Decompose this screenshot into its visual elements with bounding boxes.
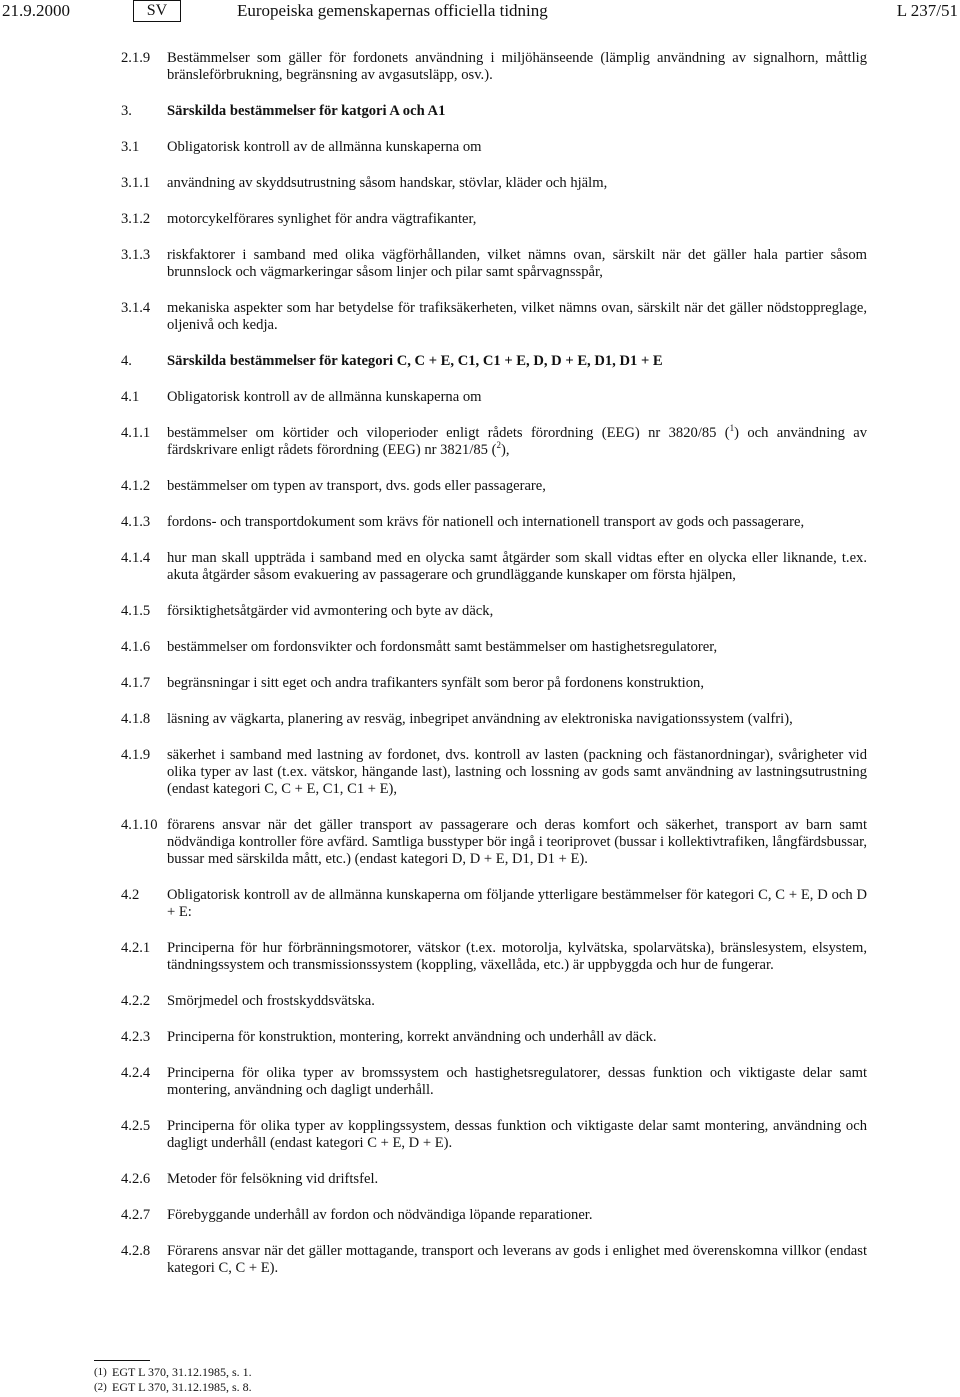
list-item: [121, 175, 867, 192]
document-body: [121, 50, 867, 1296]
item-number: 4.2.5: [121, 1118, 151, 1134]
footnote-ref: 1: [729, 423, 735, 434]
item-text: Smörjmedel och frostskyddsvätska.: [167, 993, 375, 1009]
item-text-part: ) och användning av färdskrivare enligt rådets förordning (EEG) nr 3821/85 (: [167, 425, 867, 458]
footnote-text: EGT L 370, 31.12.1985, s. 8.: [112, 1380, 252, 1394]
item-number: 4.1.10: [121, 817, 158, 833]
item-text: Principerna för hur förbränningsmotorer, vätskor (t.ex. motorolja, kylvätska, spolarvätska), bränslesystem, elsystem, tändningssystem och transmissionssystem (koppling, växellåda, etc.) är uppbyggda och hur de fungerar.: [167, 940, 867, 973]
item-text: Principerna för olika typer av kopplingssystem, dessas funktion och viktigaste delar samt montering, användning och dagligt underhåll (endast kategori C + E, D + E).: [167, 1118, 867, 1151]
item-text: säkerhet i samband med lastning av fordonet, dvs. kontroll av lasten (packning och fästanordningar), svårigheter vid olika typer av last (t.ex. vätskor, hängande last), lastning och lossning av gods samt användning av lastningsutrustning (endast kategori C, C + E, C1, C1 + E),: [167, 747, 867, 797]
footnote-text: EGT L 370, 31.12.1985, s. 1.: [112, 1365, 252, 1379]
list-item: [121, 675, 867, 692]
publication-date: 21.9.2000: [2, 1, 70, 20]
item-number: 4.2.4: [121, 1065, 151, 1081]
item-text: Särskilda bestämmelser för katgori A och A1: [167, 103, 446, 119]
item-number: 2.1.9: [121, 50, 151, 66]
item-number: 3.1.1: [121, 175, 151, 191]
footnote-mark: (2): [94, 1381, 107, 1393]
item-text: läsning av vägkarta, planering av resväg, inbegripet användning av elektroniska navigationssystem (valfri),: [167, 711, 793, 727]
item-text: Metoder för felsökning vid driftsfel.: [167, 1171, 379, 1187]
item-text: bestämmelser om fordonsvikter och fordonsmått samt bestämmelser om hastighetsregulatorer,: [167, 639, 718, 655]
list-item: [121, 1171, 867, 1188]
item-text: Obligatorisk kontroll av de allmänna kunskaperna om följande ytterligare bestämmelser för kategori C, C + E, D och D + E:: [167, 887, 867, 920]
item-text: bestämmelser om typen av transport, dvs. gods eller passagerare,: [167, 478, 546, 494]
item-number: 4.2.3: [121, 1029, 151, 1045]
item-number: 4.1.9: [121, 747, 151, 763]
item-number: 4.2.2: [121, 993, 151, 1009]
item-text: Förebyggande underhåll av fordon och nödvändiga löpande reparationer.: [167, 1207, 593, 1223]
list-item: [121, 389, 867, 406]
item-number: 4.2: [121, 887, 140, 903]
item-number: 4.1.4: [121, 550, 151, 566]
list-item: [121, 425, 867, 459]
item-text: användning av skyddsutrustning såsom handskar, stövlar, kläder och hjälm,: [167, 175, 608, 191]
section-heading: [121, 353, 867, 370]
item-text: Obligatorisk kontroll av de allmänna kunskaperna om: [167, 139, 482, 155]
footnote-mark: (1): [94, 1366, 107, 1378]
page-reference: L 237/51: [896, 1, 958, 20]
language-badge: SV: [133, 0, 181, 22]
item-text: [167, 425, 867, 459]
item-text: förarens ansvar när det gäller transport av passagerare och deras komfort och säkerhet, transport av barn samt nödvändiga kontroller före avfärd. Samtliga busstyper bör ingå i teoriprovet (bussar i kollektivtrafiken, långfärdsbussar, bussar med särskilda mått, etc.) (endast kategori D, D + E, D1, D1 + E).: [167, 817, 867, 867]
list-item: [121, 940, 867, 974]
item-text: motorcykelförares synlighet för andra vägtrafikanter,: [167, 211, 477, 227]
list-item: [121, 550, 867, 584]
footnote: [94, 1365, 494, 1380]
footnote-ref: 2: [496, 440, 501, 451]
item-text: Förarens ansvar när det gäller mottagande, transport och leverans av gods i enlighet med överenskomna villkor (endast kategori C, C + E).: [167, 1243, 867, 1276]
list-item: [121, 139, 867, 156]
list-item: [121, 1118, 867, 1152]
item-number: 3.1.2: [121, 211, 151, 227]
list-item: [121, 1243, 867, 1277]
item-text: mekaniska aspekter som har betydelse för trafiksäkerheten, vilket nämns ovan, särskilt när det gäller nödstoppreglage, oljenivå och kedja.: [167, 300, 867, 333]
item-number: 4.2.7: [121, 1207, 151, 1223]
list-item: [121, 711, 867, 728]
list-item: [121, 1065, 867, 1099]
item-number: 3.: [121, 103, 132, 119]
item-number: 4.1.8: [121, 711, 151, 727]
item-text: begränsningar i sitt eget och andra trafikanters synfält som beror på fordonens konstruktion,: [167, 675, 704, 691]
item-number: 4.2.6: [121, 1171, 151, 1187]
footnote: [94, 1380, 494, 1395]
item-text-part: bestämmelser om körtider och viloperioder enligt rådets förordning (EEG) nr 3820/85 (: [167, 425, 730, 441]
footnotes: [94, 1360, 494, 1395]
item-number: 3.1.4: [121, 300, 151, 316]
item-number: 4.2.1: [121, 940, 151, 956]
item-text: Obligatorisk kontroll av de allmänna kunskaperna om: [167, 389, 482, 405]
list-item: [121, 817, 867, 868]
item-number: 4.1.2: [121, 478, 151, 494]
section-heading: [121, 103, 867, 120]
list-item: [121, 211, 867, 228]
item-text: Särskilda bestämmelser för kategori C, C + E, C1, C1 + E, D, D + E, D1, D1 + E: [167, 353, 663, 369]
list-item: [121, 993, 867, 1010]
item-text: hur man skall uppträda i samband med en olycka samt åtgärder som skall vidtas efter en olycka eller liknande, t.ex. akuta åtgärder såsom evakuering av passagerare och grundläggande kunskaper om första hjälpen,: [167, 550, 867, 583]
journal-title: Europeiska gemenskapernas officiella tidning: [237, 1, 548, 20]
item-text: försiktighetsåtgärder vid avmontering och byte av däck,: [167, 603, 494, 619]
item-number: 3.1: [121, 139, 140, 155]
list-item: [121, 514, 867, 531]
item-number: 4.1.3: [121, 514, 151, 530]
footnote-rule: [94, 1360, 150, 1361]
list-item: [121, 1207, 867, 1224]
list-item: [121, 639, 867, 656]
item-text: Principerna för konstruktion, montering, korrekt användning och underhåll av däck.: [167, 1029, 657, 1045]
list-item: [121, 50, 867, 84]
item-number: 4.1.6: [121, 639, 151, 655]
list-item: [121, 247, 867, 281]
item-number: 4.1.7: [121, 675, 151, 691]
list-item: [121, 747, 867, 798]
item-text: riskfaktorer i samband med olika vägförhållanden, vilket nämns ovan, särskilt när det gäller hala partier såsom brunnslock och vägmarkeringar såsom linjer och pilar samt spårvagnsspår,: [167, 247, 867, 280]
item-number: 3.1.3: [121, 247, 151, 263]
list-item: [121, 478, 867, 495]
item-text: Bestämmelser som gäller för fordonets användning i miljöhänseende (lämplig användning av signalhorn, måttlig bränsleförbrukning, begränsning av avgasutsläpp, osv.).: [167, 50, 867, 83]
item-number: 4.1.1: [121, 425, 151, 441]
list-item: [121, 1029, 867, 1046]
page-header: [0, 0, 960, 24]
item-number: 4.1: [121, 389, 140, 405]
item-number: 4.2.8: [121, 1243, 151, 1259]
list-item: [121, 887, 867, 921]
item-text: Principerna för olika typer av bromssystem och hastighetsregulatorer, dessas funktion och viktigaste delar samt montering, användning och dagligt underhåll.: [167, 1065, 867, 1098]
item-text: fordons- och transportdokument som krävs för nationell och internationell transport av gods och passagerare,: [167, 514, 805, 530]
item-number: 4.: [121, 353, 132, 369]
item-number: 4.1.5: [121, 603, 151, 619]
item-text-part: ),: [500, 442, 510, 458]
list-item: [121, 300, 867, 334]
list-item: [121, 603, 867, 620]
